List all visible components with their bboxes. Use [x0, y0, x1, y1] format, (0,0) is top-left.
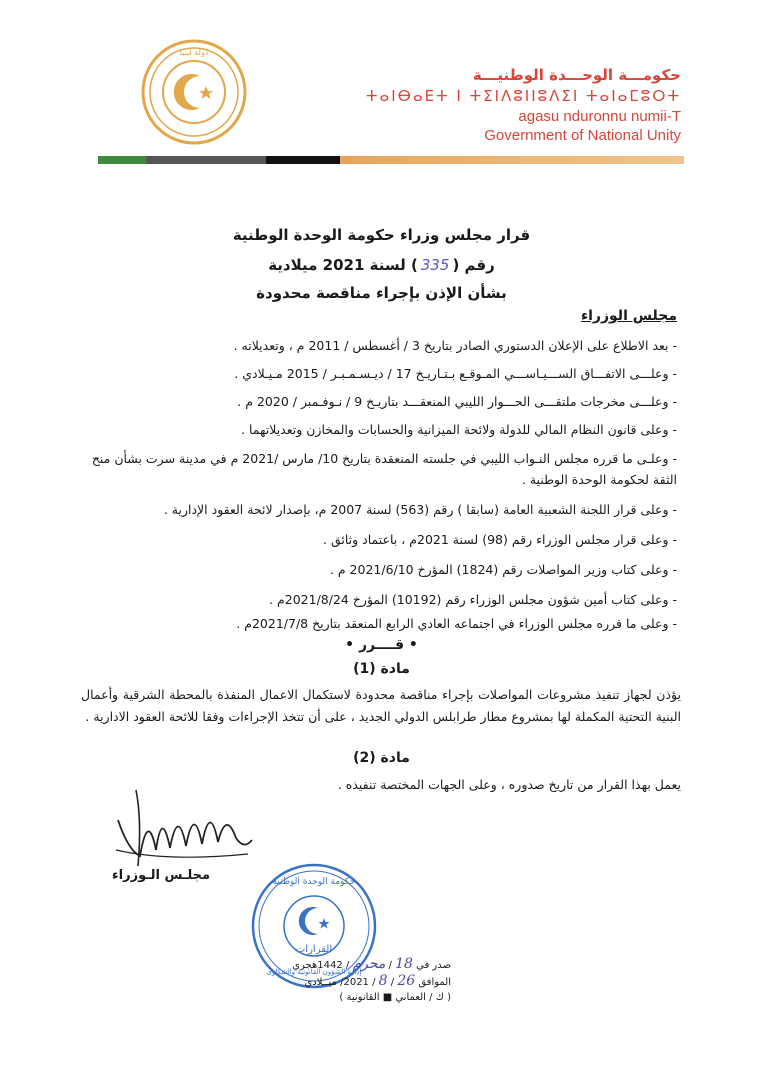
clause-item: - وعلـى ما قرره مجلس النـواب الليبي في جلسته المنعقدة بتاريخ 10/ مارس /2021 م في مدينة سرت بشأن منح الثقة لحكومة الوحدة الوطنية . — [91, 451, 677, 487]
decision-title: قرار مجلس وزراء حكومة الوحدة الوطنية — [232, 226, 531, 244]
decided-heading: • قــــرر • — [345, 637, 418, 653]
decision-number: 335 — [420, 256, 450, 274]
clause-item: - بعد الاطلاع على الإعلان الدستوري الصادر بتاريخ 3 / أغسطس / 2011 م ، وتعديلاته . — [233, 338, 677, 353]
clause-item: - وعلى ما قرره مجلس الوزراء في اجتماعه العادي الرابع المنعقد بتاريخ 2021/7/8م . — [236, 616, 677, 631]
issued-date-gregorian: الموافق 26 / 8 / 2021/ ميــلادي — [304, 973, 451, 989]
svg-text:دولة ليبيا: دولة ليبيا — [179, 48, 209, 57]
clause-item: - وعلى كتاب أمين شؤون مجلس الوزراء رقم (10192) المؤرخ 2021/8/24م . — [269, 592, 677, 607]
clause-item: - وعلى قرار مجلس الوزراء رقم (98) لسنة 2021م ، باعتماد وثائق . — [323, 532, 677, 547]
signature-title: مجلـس الـوزراء — [112, 868, 211, 883]
svg-text:حكومة الوحدة الوطنية: حكومة الوحدة الوطنية — [272, 877, 356, 887]
issued-date-hijri: صدر في 18 / محرم / 1442هجري — [292, 956, 451, 972]
header-latin-name: agasu nduronnu numii-T — [518, 108, 681, 125]
clause-item: - وعلى كتاب وزير المواصلات رقم (1824) المؤرخ 2021/6/10 م . — [329, 562, 677, 577]
council-heading: مجلس الوزراء — [580, 308, 677, 324]
issuance-reference-code: ( ك / العماني ■ القانونية ) — [339, 992, 451, 1003]
article-2-heading: مادة (2) — [353, 750, 410, 766]
header-arabic-name: حكومـــة الوحـــدة الوطنيـــة — [472, 66, 681, 84]
header-color-bar — [98, 156, 684, 164]
header-english-name: Government of National Unity — [484, 127, 681, 144]
clause-item: - وعلـــى الاتفـــاق الســـيـاســـي المـوقـع بـتـاريـخ 17 / ديـسـمـبـر / 2015 مـيـلادي . — [234, 366, 677, 381]
decision-subject: بشأن الإذن بإجراء مناقصة محدودة — [256, 284, 507, 302]
article-2-body: يعمل بهذا القرار من تاريخ صدوره ، وعلى الجهات المختصة تنفيذه . — [337, 777, 681, 792]
handwritten-signature — [108, 780, 258, 876]
clause-item: - وعلى قرار اللجنة الشعبية العامة (سابقا ) رقم (563) لسنة 2007 م، بإصدار لائحة العقود الإدارية . — [163, 502, 677, 517]
article-1-body: يؤذن لجهاز تنفيذ مشروعات المواصلات بإجراء مناقصة محدودة لاستكمال الاعمال المنفذة بالمحطة الشرقية وأعمال البنية التحتية المكملة لها بمشروع مطار طرابلس الدولي الجديد ، على أن تتخذ الإجراءات وفقا للائحة العقود الادارية . — [81, 687, 681, 724]
government-emblem-logo — [140, 38, 248, 146]
svg-text:إدارة الشؤون القانونية والشكاو: إدارة الشؤون القانونية والشكاوى — [266, 968, 362, 976]
header-tifinagh-name: ⵜⴰⵏⴱⴰⴹⵜ ⵏ ⵜⵉⵏⴷⵓⵏⵏⵓⴷⵉⵏ ⵜⴰⵏⴰⵎⵓⵔⵜ — [366, 87, 681, 105]
decision-number-line: رقم (335) لسنة 2021 ميلادية — [268, 256, 495, 274]
article-1-heading: مادة (1) — [353, 661, 410, 677]
clause-item: - وعلـــى مخرجات ملتقـــى الحـــوار الليبي المنعقـــد بتاريـخ 9 / نـوفـمبر / 2020 م . — [237, 394, 677, 409]
svg-text:القرارات: القرارات — [295, 944, 333, 955]
clause-item: - وعلى قانون النظام المالي للدولة ولائحة الميزانية والحسابات والمخازن وتعديلاتهما . — [241, 422, 677, 437]
